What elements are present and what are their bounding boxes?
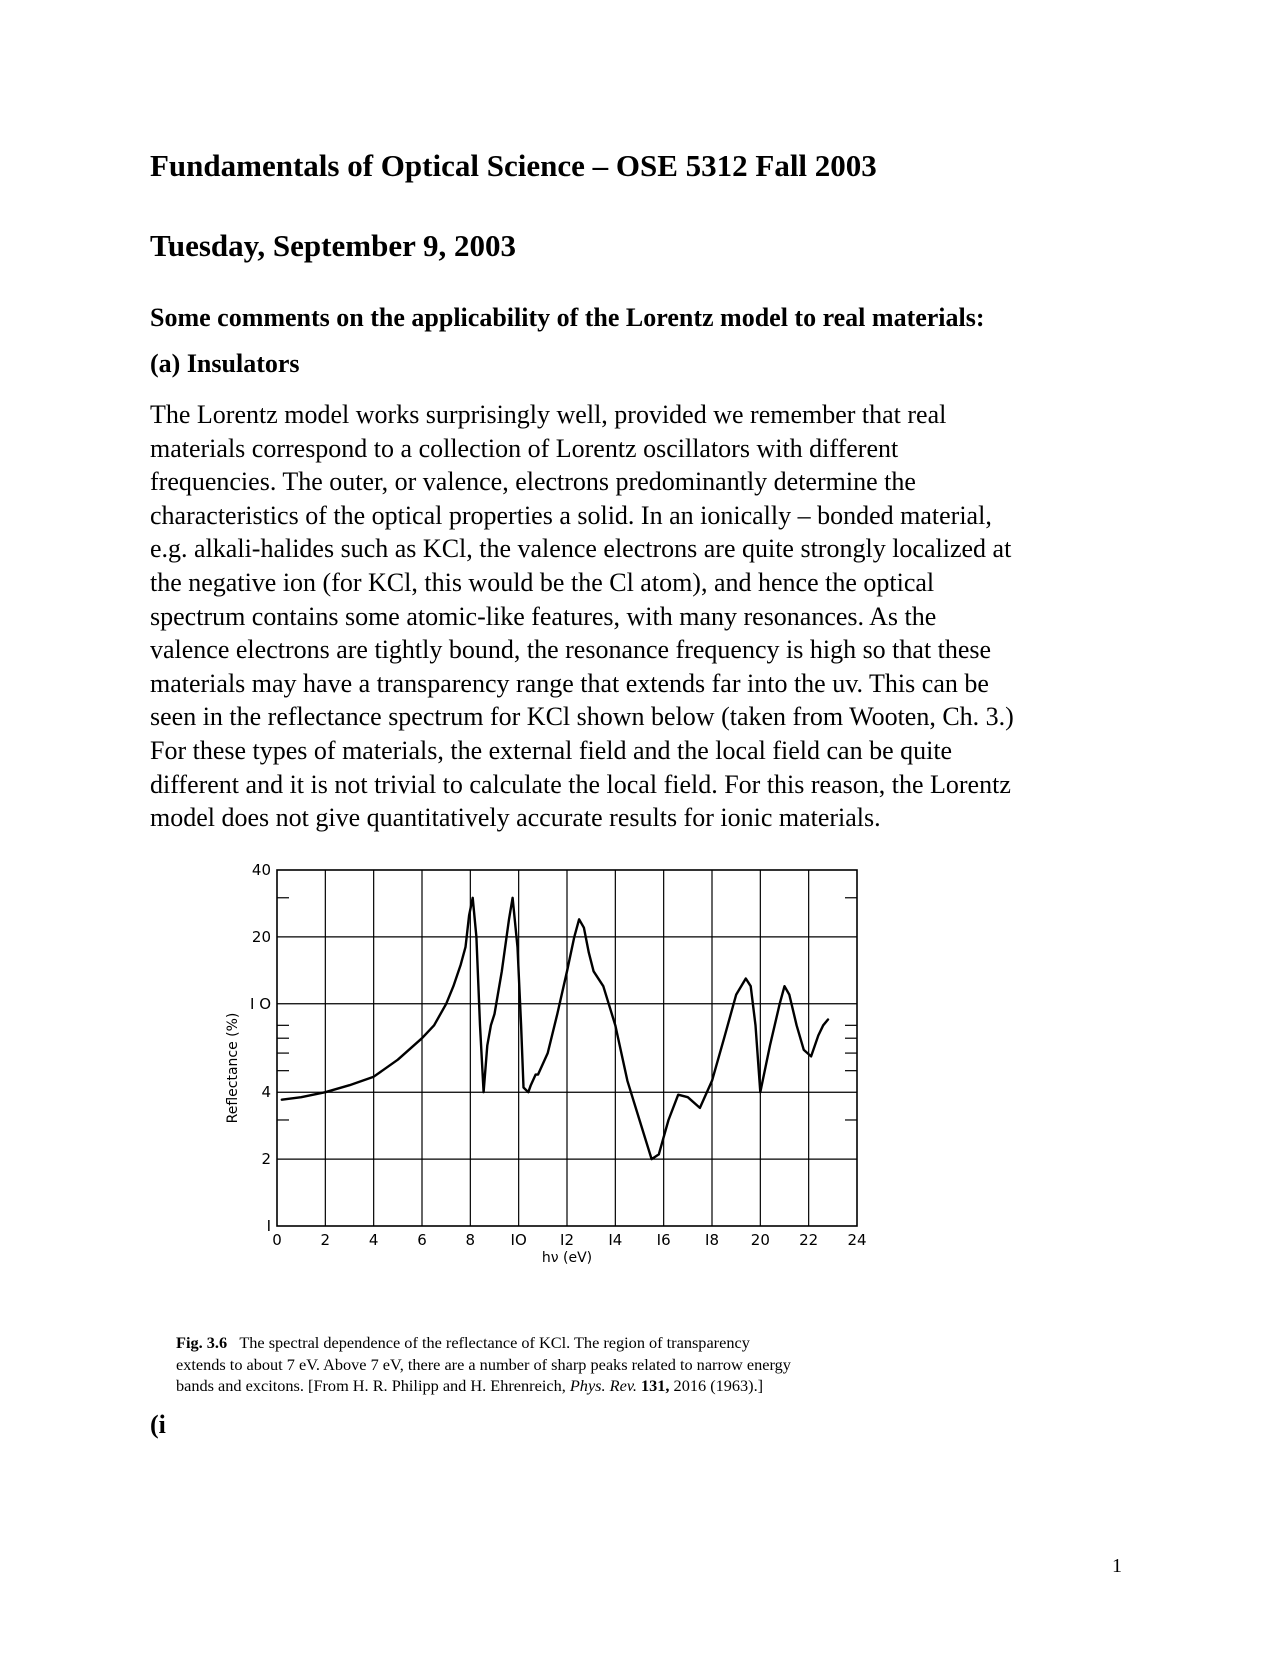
x-tick-label: 6	[417, 1231, 427, 1249]
x-tick-label: 20	[750, 1231, 770, 1249]
y-tick-label: I O	[250, 994, 271, 1013]
reflectance-figure	[225, 861, 910, 1310]
caption-line-2: extends to about 7 eV. Above 7 eV, there are a number of sharp peaks related to narrow energy	[176, 1354, 791, 1374]
section-heading: Some comments on the applicability of the Lorentz model to real materials:	[150, 303, 985, 332]
lecture-date: Tuesday, September 9, 2003	[150, 228, 517, 263]
document-title: Fundamentals of Optical Science – OSE 5312 Fall 2003	[150, 148, 877, 183]
paragraph-line: seen in the reflectance spectrum for KCl shown below (taken from Wooten, Ch. 3.)	[150, 702, 1014, 732]
paragraph-line: spectrum contains some atomic-like features, with many resonances. As the	[150, 601, 937, 631]
figure-caption	[176, 1332, 946, 1397]
paragraph-line: model does not give quantitatively accurate results for ionic materials.	[150, 803, 881, 833]
paragraph-line: materials may have a transparency range that extends far into the uv. This can be	[150, 668, 989, 698]
x-tick-label: I4	[608, 1231, 623, 1249]
paragraph-line: materials correspond to a collection of Lorentz oscillators with different	[150, 433, 899, 463]
y-tick-label: 40	[251, 861, 271, 879]
caption-text-3a: bands and excitons. [From H. R. Philipp and H. Ehrenreich,	[176, 1376, 570, 1395]
paragraph-line: The Lorentz model works surprisingly well, provided we remember that real	[150, 400, 947, 429]
x-axis-label: hν (eV)	[541, 1250, 593, 1266]
paragraph-line: For these types of materials, the external field and the local field can be quite	[150, 735, 953, 765]
caption-text-1: The spectral dependence of the reflectance of KCl. The region of transparency	[239, 1333, 750, 1352]
journal-volume: 131,	[636, 1376, 670, 1395]
x-tick-label: I8	[705, 1231, 719, 1249]
paragraph-line: different and it is not trivial to calculate the local field. For this reason, the Lorentz	[150, 769, 1011, 799]
page-number: 1	[1112, 1555, 1122, 1577]
caption-line-1	[176, 1332, 946, 1354]
caption-line-3	[176, 1375, 946, 1397]
y-tick-label: 2	[261, 1150, 271, 1169]
x-tick-label: IO	[510, 1231, 527, 1249]
x-tick-label: 8	[465, 1231, 476, 1249]
x-tick-label: I6	[656, 1231, 671, 1249]
x-tick-label: 4	[368, 1231, 379, 1249]
reflectance-chart	[225, 861, 910, 1310]
x-tick-label: 2	[320, 1231, 331, 1249]
subsection-heading: (a) Insulators	[150, 349, 300, 378]
x-tick-label: 24	[847, 1231, 867, 1249]
paragraph-line: frequencies. The outer, or valence, electrons predominantly determine the	[150, 467, 916, 497]
x-tick-label: 0	[272, 1231, 282, 1249]
paragraph-line: valence electrons are tightly bound, the resonance frequency is high so that these	[150, 635, 992, 665]
y-tick-label: I	[266, 1217, 271, 1235]
paragraph-line: the negative ion (for KCl, this would be the Cl atom), and hence the optical	[150, 567, 935, 597]
x-tick-label: 22	[799, 1231, 819, 1249]
figure-label: Fig. 3.6	[176, 1333, 228, 1352]
y-axis-label: Reflectance (%)	[225, 1012, 241, 1124]
residual-text: (i	[150, 1410, 166, 1439]
journal-name: Phys. Rev.	[569, 1376, 637, 1395]
caption-text-3b: 2016 (1963).]	[669, 1376, 764, 1395]
paragraph-line: e.g. alkali-halides such as KCl, the valence electrons are quite strongly localized at	[150, 534, 1012, 564]
y-tick-label: 20	[251, 927, 271, 946]
x-tick-label: I2	[560, 1231, 574, 1249]
paragraph-line: characteristics of the optical properties a solid. In an ionically – bonded material,	[150, 500, 992, 530]
y-tick-label: 4	[261, 1083, 271, 1102]
body-paragraph	[150, 398, 1150, 835]
